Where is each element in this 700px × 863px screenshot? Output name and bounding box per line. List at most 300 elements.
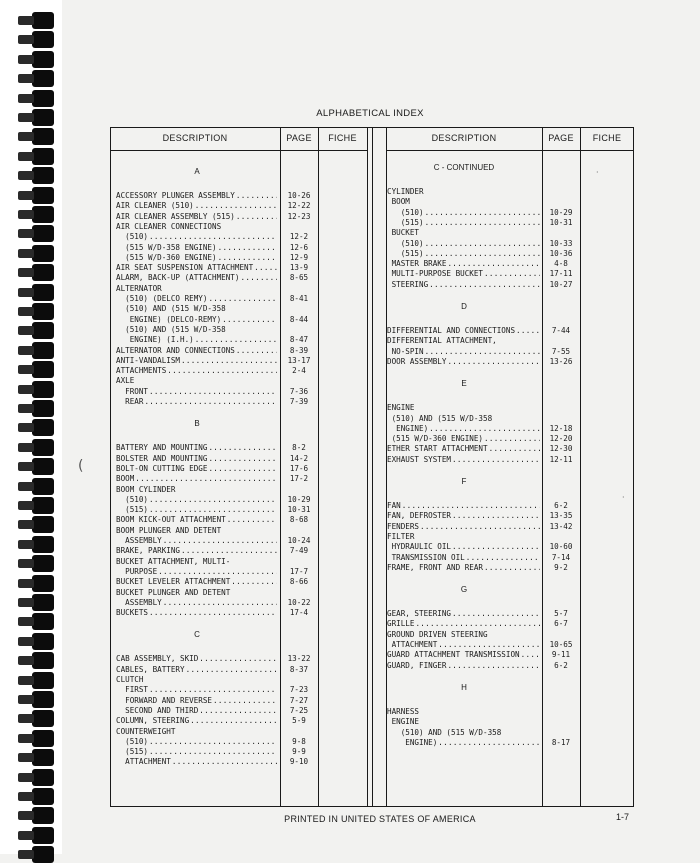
entry-page: 10-65: [549, 640, 573, 649]
binding-ring: [32, 90, 54, 107]
binding-ring: [32, 575, 54, 592]
binding-ring: [32, 245, 54, 262]
leader-dots: [452, 455, 540, 465]
entry-description: DOOR ASSEMBLY: [387, 356, 447, 366]
index-entry: [116, 212, 278, 222]
leader-dots: [447, 661, 540, 671]
index-entry: [116, 598, 278, 608]
entry-page: 9-11: [551, 650, 571, 660]
entry-page: 12-9: [289, 252, 309, 262]
header-rule: [110, 150, 368, 151]
entry-page: [280, 675, 318, 685]
leader-dots: [425, 249, 540, 259]
leader-dots: [452, 511, 540, 521]
binding-ring: [32, 555, 54, 572]
entry-description: DIFFERENTIAL AND CONNECTIONS: [387, 326, 516, 335]
leader-dots: [149, 737, 277, 747]
entry-description: REAR: [116, 397, 144, 406]
leader-dots: [172, 757, 277, 767]
index-entry: [387, 728, 541, 738]
entry-page: 8-44: [289, 314, 309, 324]
leader-dots: [420, 522, 540, 532]
leader-dots: [186, 665, 277, 675]
index-entry: [116, 536, 278, 546]
entry-page: 12-6: [289, 242, 309, 252]
index-entry: [116, 557, 278, 567]
index-entry: [116, 577, 278, 587]
index-entry: [116, 495, 278, 505]
index-entry: [116, 747, 278, 757]
entry-description: ASSEMBLY: [116, 597, 162, 607]
entry-description: DIFFERENTIAL ATTACHMENT,: [387, 336, 497, 346]
entry-page: 8-68: [289, 515, 309, 525]
index-entry: [387, 326, 541, 336]
index-entry: [116, 304, 278, 314]
entry-page: 12-23: [287, 211, 311, 221]
leader-dots: [163, 598, 277, 608]
entry-description: BOOM PLUNGER AND DETENT: [116, 525, 222, 535]
binding-ring: [32, 769, 54, 786]
entry-description: ANTI-VANDALISM: [116, 355, 181, 365]
entry-page: 17-7: [289, 566, 309, 576]
header-description-right: DESCRIPTION: [431, 133, 497, 143]
leader-dots: [438, 640, 540, 650]
leader-dots: [425, 208, 540, 218]
entry-description: GRILLE: [387, 619, 415, 629]
index-entry: [387, 650, 541, 660]
index-entry: [116, 443, 278, 453]
index-entry: [387, 239, 541, 249]
entry-description: ATTACHMENTS: [116, 366, 167, 376]
binding-ring: [32, 458, 54, 475]
entry-page: 10-31: [287, 505, 311, 515]
entry-page: [280, 588, 318, 598]
leader-dots: [181, 356, 277, 366]
entry-page: 8-2: [292, 443, 306, 453]
entry-page: 7-39: [289, 397, 309, 406]
entry-page: 9-2: [554, 562, 568, 572]
section-letter: G: [460, 585, 468, 595]
entry-description: (510) (DELCO REMY): [116, 294, 208, 303]
binding-ring: [32, 12, 54, 29]
index-entry: [116, 294, 278, 304]
entry-description: AIR CLEANER CONNECTIONS: [116, 221, 222, 231]
index-entry: [387, 347, 541, 357]
leader-dots: [208, 454, 277, 464]
column-rule: [580, 127, 581, 807]
leader-dots: [484, 563, 540, 573]
index-entry: [116, 474, 278, 484]
entry-description: FAN, DEFROSTER: [387, 511, 452, 521]
entry-description: ENGINE: [387, 403, 415, 413]
index-entry: [116, 191, 278, 201]
entry-description: AIR CLEANER (510): [116, 201, 194, 211]
binding-ring: [32, 710, 54, 727]
binding-ring: [32, 807, 54, 824]
entry-description: BUCKET LEVELER ATTACHMENT: [116, 577, 231, 587]
entry-page: 8-47: [289, 335, 309, 345]
entry-description: (515 W/D-358 ENGINE): [116, 242, 217, 252]
entry-page: 7-25: [289, 705, 309, 715]
entry-page: 9-10: [289, 757, 309, 767]
margin-mark: ·: [596, 168, 599, 177]
entry-page: [542, 717, 580, 727]
index-entry: [116, 387, 278, 397]
entry-description: GEAR, STEERING: [387, 609, 452, 619]
entry-description: EXHAUST SYSTEM: [387, 454, 452, 464]
entry-description: CLUTCH: [116, 675, 144, 684]
binding-ring: [32, 536, 54, 553]
entry-page: 7-44: [551, 326, 571, 335]
index-entry: [116, 485, 278, 495]
entry-description: (515): [116, 747, 149, 757]
leader-dots: [415, 619, 540, 629]
binding-ring: [32, 303, 54, 320]
index-entry: [387, 738, 541, 748]
index-entry: [116, 454, 278, 464]
entry-description: FORWARD AND REVERSE: [116, 695, 213, 705]
leader-dots: [402, 501, 540, 511]
entry-description: ATTACHMENT: [387, 640, 438, 649]
header-rule: [386, 150, 634, 151]
spiral-binding: [0, 0, 62, 854]
header-description-left: DESCRIPTION: [162, 133, 228, 143]
index-entry: [387, 269, 541, 279]
entry-page: 8-37: [289, 664, 309, 674]
index-entry: [387, 553, 541, 563]
entry-page: 8-17: [551, 737, 571, 747]
index-entry: [116, 665, 278, 675]
entry-page: [280, 376, 318, 386]
leader-dots: [208, 464, 277, 474]
entry-description: HYDRAULIC OIL: [387, 542, 452, 552]
entry-description: FAN: [387, 501, 401, 510]
index-entry: [116, 253, 278, 263]
section-letter: F: [461, 477, 467, 486]
index-entry: [116, 335, 278, 345]
index-entry: [116, 567, 278, 577]
entry-page: [280, 526, 318, 536]
index-entry: [387, 197, 541, 207]
entry-page: 14-2: [289, 453, 309, 463]
entry-page: 7-55: [551, 346, 571, 356]
binding-ring: [32, 516, 54, 533]
entry-description: BOLT-ON CUTTING EDGE: [116, 463, 208, 473]
column-rule: [372, 127, 373, 807]
entry-description: ASSEMBLY: [116, 536, 162, 545]
index-entry: [116, 727, 278, 737]
binding-ring: [32, 284, 54, 301]
entry-page: 10-60: [549, 542, 573, 552]
index-entry: [116, 588, 278, 598]
entry-description: GUARD, FINGER: [387, 660, 447, 670]
leader-dots: [149, 495, 277, 505]
leader-dots: [452, 542, 540, 552]
entry-page: 8-39: [289, 345, 309, 355]
index-entry: [387, 187, 541, 197]
index-entry: [387, 619, 541, 629]
entry-page: 5-9: [292, 716, 306, 726]
index-entry: [116, 201, 278, 211]
entry-page: 5-7: [554, 609, 568, 619]
margin-mark: ·: [622, 493, 625, 502]
index-entry: [387, 661, 541, 671]
leader-dots: [466, 553, 540, 563]
entry-description: HARNESS: [387, 706, 420, 716]
leader-dots: [213, 696, 277, 706]
section-letter: B: [194, 419, 200, 429]
leader-dots: [429, 424, 540, 434]
leader-dots: [149, 747, 277, 757]
entry-description: AIR SEAT SUSPENSION ATTACHMENT: [116, 263, 254, 273]
leader-dots: [190, 716, 277, 726]
entry-description: BRAKE, PARKING: [116, 546, 181, 556]
leader-dots: [425, 347, 540, 357]
entry-page: 10-22: [287, 597, 311, 607]
index-entry: [387, 424, 541, 434]
entry-page: [542, 707, 580, 717]
entry-page: 10-26: [287, 191, 311, 200]
index-entry: [387, 640, 541, 650]
leader-dots: [227, 515, 277, 525]
entry-page: 7-14: [551, 552, 571, 562]
index-entry: [387, 444, 541, 454]
binding-ring: [32, 846, 54, 863]
index-entry: [387, 434, 541, 444]
binding-ring: [32, 322, 54, 339]
entry-page: 17-4: [289, 608, 309, 618]
entry-page: 7-23: [289, 685, 309, 695]
entry-page: 6-7: [554, 619, 568, 629]
leader-dots: [149, 505, 277, 515]
entry-page: 10-24: [287, 536, 311, 545]
section-letter: C: [194, 630, 200, 640]
entry-description: MULTI-PURPOSE BUCKET: [387, 269, 484, 279]
entry-page: 9-9: [292, 747, 306, 757]
entry-page: [280, 727, 318, 737]
entry-description: PURPOSE: [116, 566, 158, 576]
binding-ring: [32, 749, 54, 766]
index-entry: [116, 654, 278, 664]
leader-dots: [208, 443, 277, 453]
entry-page: [280, 557, 318, 567]
entry-page: 17-11: [549, 269, 573, 279]
entry-description: AIR CLEANER ASSEMBLY (515): [116, 211, 235, 221]
header-page-left: PAGE: [286, 133, 312, 143]
binding-ring: [32, 148, 54, 165]
header-page-right: PAGE: [548, 133, 574, 143]
binding-ring: [32, 788, 54, 805]
index-entry: [116, 696, 278, 706]
leader-dots: [484, 269, 540, 279]
entry-description: GUARD ATTACHMENT TRANSMISSION: [387, 650, 520, 660]
index-entry: [387, 501, 541, 511]
leader-dots: [199, 654, 277, 664]
entry-description: ACCESSORY PLUNGER ASSEMBLY: [116, 191, 235, 200]
binding-ring: [32, 400, 54, 417]
leader-dots: [236, 191, 277, 201]
leader-dots: [218, 243, 277, 253]
entry-description: (510) AND (515 W/D-358: [387, 413, 493, 423]
binding-ring: [32, 381, 54, 398]
entry-description: CYLINDER: [387, 187, 424, 196]
entry-description: MASTER BRAKE: [387, 259, 447, 269]
entry-page: 13-17: [287, 355, 311, 365]
leader-dots: [149, 232, 277, 242]
entry-page: 12-2: [289, 232, 309, 242]
leader-dots: [254, 263, 277, 273]
index-entry: [116, 263, 278, 273]
index-entry: [116, 706, 278, 716]
entry-description: BUCKET ATTACHMENT, MULTI-: [116, 556, 231, 566]
binding-ring: [32, 187, 54, 204]
entry-page: 13-42: [549, 521, 573, 531]
leader-dots: [181, 546, 277, 556]
entry-description: FRONT: [116, 386, 149, 396]
binding-ring: [32, 613, 54, 630]
index-entry: [387, 522, 541, 532]
entry-description: FENDERS: [387, 521, 420, 531]
entry-page: [542, 532, 580, 542]
entry-description: (515): [387, 248, 424, 258]
entry-description: BUCKETS: [116, 608, 149, 618]
entry-description: (510): [116, 232, 149, 242]
leader-dots: [236, 212, 277, 222]
entry-description: ALTERNATOR: [116, 283, 162, 293]
leader-dots: [149, 387, 277, 397]
binding-ring: [32, 342, 54, 359]
index-entry: [387, 511, 541, 521]
entry-page: 7-49: [289, 546, 309, 556]
index-entry: [116, 546, 278, 556]
entry-page: 7-27: [289, 695, 309, 705]
index-entry: [116, 222, 278, 232]
entry-page: [542, 336, 580, 346]
binding-ring: [32, 594, 54, 611]
entry-description: ENGINE): [387, 737, 438, 747]
entry-description: (515): [387, 217, 424, 227]
leader-dots: [208, 294, 277, 304]
entry-description: STEERING: [387, 279, 429, 289]
binding-ring: [32, 419, 54, 436]
entry-description: ENGINE) (I.H.): [116, 335, 194, 345]
entry-page: [542, 630, 580, 640]
index-entry: [116, 515, 278, 525]
entry-description: BUCKET PLUNGER AND DETENT: [116, 587, 231, 597]
leader-dots: [231, 577, 277, 587]
index-entry: [116, 608, 278, 618]
section-letter: D: [461, 302, 467, 311]
entry-description: (515 W/D-360 ENGINE): [116, 252, 217, 262]
entry-description: BUCKET: [387, 228, 420, 238]
entry-description: ALTERNATOR AND CONNECTIONS: [116, 345, 235, 355]
page-title: ALPHABETICAL INDEX: [316, 108, 424, 119]
binding-ring: [32, 264, 54, 281]
entry-page: 10-27: [549, 279, 573, 289]
leader-dots: [516, 326, 540, 336]
binding-ring: [32, 672, 54, 689]
entry-page: 12-20: [549, 434, 573, 444]
binding-ring: [32, 361, 54, 378]
binding-ring: [32, 109, 54, 126]
entry-page: 13-35: [549, 511, 573, 521]
column-rule: [318, 127, 319, 807]
entry-description: (510) AND (515 W/D-358: [387, 727, 502, 737]
index-entry: [116, 675, 278, 685]
leader-dots: [447, 259, 540, 269]
leader-dots: [438, 738, 540, 748]
binding-ring: [32, 51, 54, 68]
entry-description: BOOM KICK-OUT ATTACHMENT: [116, 515, 226, 525]
entry-description: NO-SPIN: [387, 346, 424, 356]
index-entry: [116, 366, 278, 376]
entry-page: 12-18: [549, 423, 573, 433]
index-entry: [116, 376, 278, 386]
entry-page: [280, 325, 318, 335]
leader-dots: [236, 346, 277, 356]
leader-dots: [195, 335, 277, 345]
entry-page: 17-6: [289, 463, 309, 473]
section-letter: E: [461, 379, 467, 389]
entry-page: 10-33: [549, 238, 573, 248]
index-entry: [116, 505, 278, 515]
entry-description: SECOND AND THIRD: [116, 705, 199, 715]
binding-ring: [32, 691, 54, 708]
index-entry: [116, 716, 278, 726]
entry-description: BOLSTER AND MOUNTING: [116, 453, 208, 463]
header-fiche-left: FICHE: [328, 133, 357, 143]
leader-dots: [521, 650, 540, 660]
entry-description: (515 W/D-360 ENGINE): [387, 434, 484, 444]
index-entry: [387, 630, 541, 640]
entry-description: (515): [116, 505, 149, 515]
margin-mark: (: [78, 458, 84, 474]
entry-page: [542, 403, 580, 413]
index-entry: [116, 397, 278, 407]
entry-page: 10-29: [287, 494, 311, 504]
index-entry: [116, 464, 278, 474]
binding-ring: [32, 206, 54, 223]
entry-page: 10-31: [549, 217, 573, 227]
section-letter: H: [461, 682, 467, 692]
entry-description: ENGINE): [387, 423, 429, 433]
binding-ring: [32, 128, 54, 145]
binding-ring: [32, 439, 54, 456]
binding-ring: [32, 497, 54, 514]
leader-dots: [429, 280, 540, 290]
index-entry: [387, 280, 541, 290]
entry-description: CABLES, BATTERY: [116, 664, 185, 674]
leader-dots: [425, 239, 540, 249]
index-entry: [387, 249, 541, 259]
binding-ring: [32, 478, 54, 495]
entry-description: (510) AND (515 W/D-358: [116, 324, 226, 334]
entry-description: FRAME, FRONT AND REAR: [387, 562, 484, 572]
index-entry: [387, 259, 541, 269]
entry-page: 9-8: [292, 736, 306, 746]
leader-dots: [144, 397, 277, 407]
index-entry: [387, 707, 541, 717]
leader-dots: [149, 608, 277, 618]
entry-page: [542, 728, 580, 738]
section-letter: C - CONTINUED: [433, 163, 495, 172]
index-entry: [387, 563, 541, 573]
leader-dots: [163, 536, 277, 546]
leader-dots: [452, 609, 540, 619]
entry-description: (510) AND (515 W/D-358: [116, 304, 226, 314]
index-entry: [387, 609, 541, 619]
leader-dots: [489, 444, 540, 454]
